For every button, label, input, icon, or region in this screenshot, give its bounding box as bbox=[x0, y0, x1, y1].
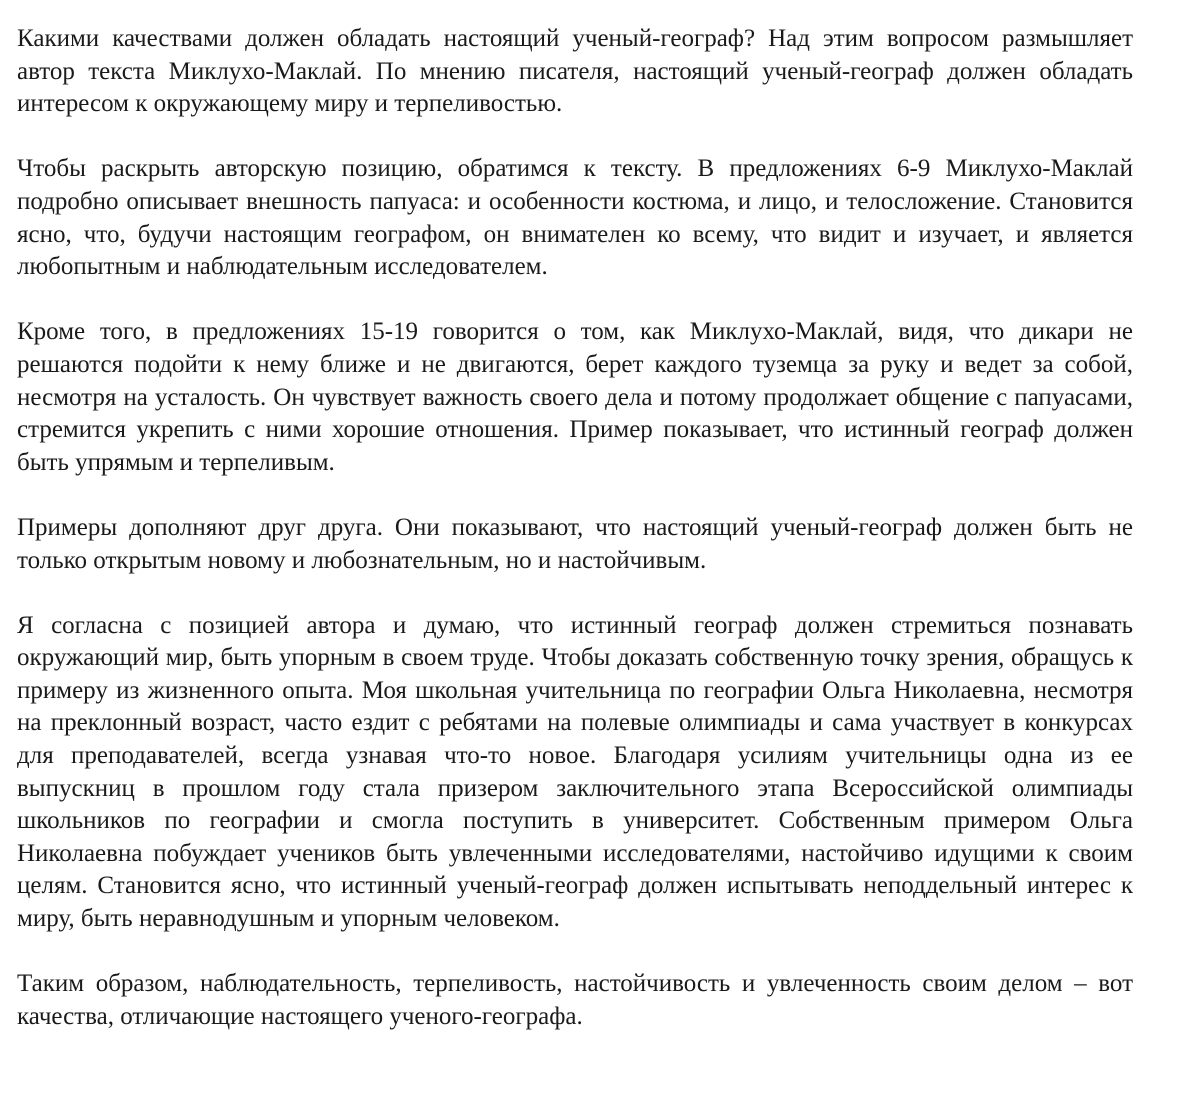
paragraph-first-argument: Чтобы раскрыть авторскую позицию, обратимся к тексту. В предложениях 6-9 Миклухо-Маклай подробно описывает внешность папуаса: и особенности костюма, и лицо, и телосложение. Становится ясно, что, будучи настоящим географом, он внимателен ко всему, что видит и изучает, и является любопытным и наблюдательным исследователем. bbox=[17, 155, 1133, 281]
paragraph-intro: Какими качествами должен обладать настоящий ученый-географ? Над этим вопросом размышляет автор текста Миклухо-Маклай. По мнению писателя, настоящий ученый-географ должен обладать интересом к окружающему миру и терпеливостью. bbox=[17, 25, 1133, 118]
paragraph-examples-link: Примеры дополняют друг друга. Они показывают, что настоящий ученый-географ должен быть не только открытым новому и любознательным, но и настойчивым. bbox=[17, 513, 1133, 574]
paragraph-second-argument: Кроме того, в предложениях 15-19 говорится о том, как Миклухо-Маклай, видя, что дикари не решаются подойти к нему ближе и не двигаются, берет каждого туземца за руку и ведет за собой, несмотря на усталость. Он чувствует важность своего дела и потому продолжает общение с папуасами, стремится укрепить с ними хорошие отношения. Пример показывает, что истинный географ должен быть упрямым и терпеливым. bbox=[17, 318, 1133, 476]
paragraph-own-opinion: Я согласна с позицией автора и думаю, что истинный географ должен стремиться познавать окружающий мир, быть упорным в своем труде. Чтобы доказать собственную точку зрения, обращусь к примеру из жизненного опыта. Моя школьная учительница по географии Ольга Николаевна, несмотря на преклонный возраст, часто ездит с ребятами на полевые олимпиады и сама участвует в конкурсах для преподавателей, всегда узнавая что-то новое. Благодаря усилиям учительницы одна из ее выпускниц в прошлом году стала призером заключительного этапа Всероссийской олимпиады школьников по географии и смогла поступить в университет. Собственным примером Ольга Николаевна побуждает учеников быть увлеченными исследователями, настойчиво идущими к своим целям. Становится ясно, что истинный ученый-географ должен испытывать неподдельный интерес к миру, быть неравнодушным и упорным человеком. bbox=[17, 611, 1133, 933]
paragraph-conclusion: Таким образом, наблюдательность, терпеливость, настойчивость и увлеченность своим делом – вот качества, отличающие настоящего ученого-географа. bbox=[17, 970, 1133, 1030]
